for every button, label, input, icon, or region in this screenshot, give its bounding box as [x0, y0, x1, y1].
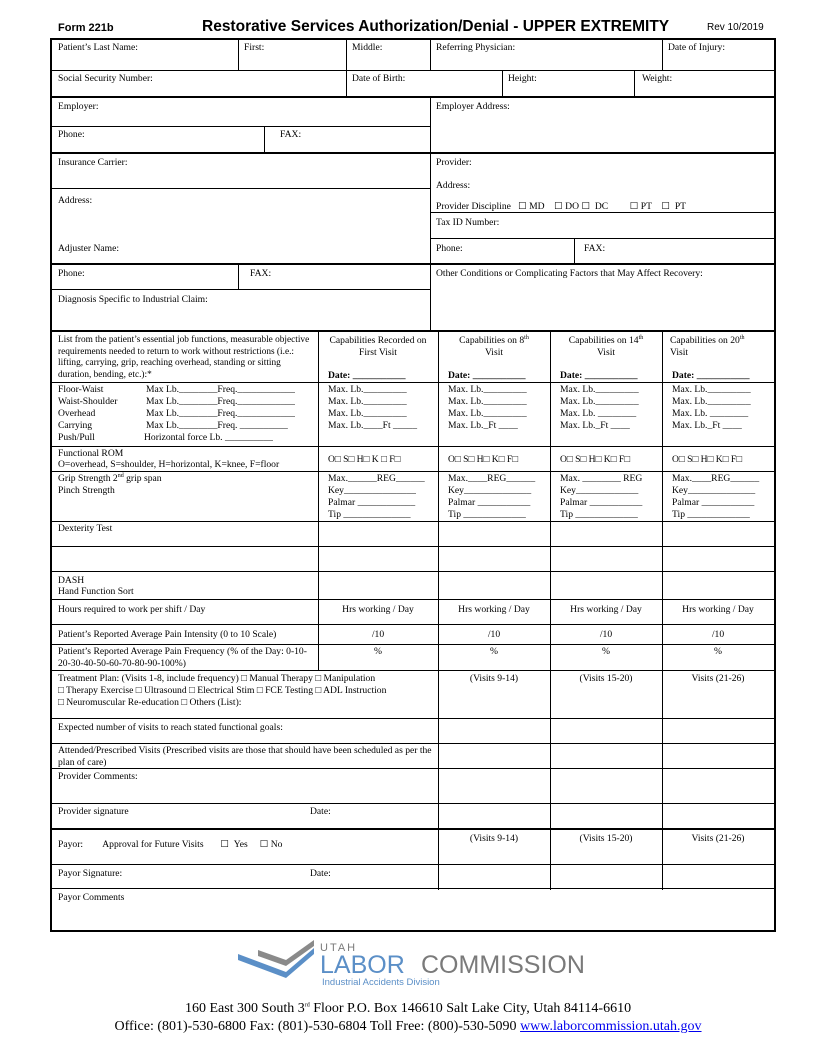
- grip-14-line: Tip _____________: [560, 509, 638, 520]
- rule: [52, 330, 774, 332]
- grip-title-sup: nd: [117, 472, 124, 479]
- treatment-plan-line: □ Therapy Exercise □ Ultrasound □ Electrical Stim □ FCE Testing □ ADL Instruction: [58, 685, 387, 696]
- pct-14: %: [602, 646, 610, 657]
- lift-row-spec: Max Lb.________Freq.____________: [146, 396, 295, 407]
- col-8-text: Capabilities on 8: [459, 335, 525, 346]
- payor-approval: [58, 839, 282, 851]
- provider-address-label: Address:: [436, 180, 471, 191]
- hrs-working-first: Hrs working / Day: [342, 604, 414, 615]
- job-functions-instructions: List from the patient’s essential job functions, measurable objective requirements needed to return to work without restrictions (i.e.: lifting, carrying, grip, reaching overhead, standing or sitting duration, bending, etc.):*: [58, 335, 310, 380]
- lift-row-spec: Horizontal force Lb. __________: [144, 432, 273, 443]
- insurance-carrier-label: Insurance Carrier:: [58, 157, 128, 168]
- provider-phone-label: Phone:: [436, 243, 463, 254]
- md-checkbox[interactable]: ☐: [518, 201, 527, 212]
- rule: [52, 521, 774, 522]
- provider-discipline: [436, 201, 686, 213]
- payor-signature-label: Payor Signature:: [58, 868, 123, 879]
- rule: [52, 446, 774, 447]
- payor-comments-label: Payor Comments: [58, 892, 125, 903]
- page-title: Restorative Services Authorization/Denial - UPPER EXTREMITY: [202, 18, 670, 35]
- grip-8-line: Palmar ___________: [448, 497, 531, 508]
- middle-name-label: Middle:: [352, 42, 383, 53]
- rule: [52, 546, 774, 547]
- pain-14: /10: [599, 629, 613, 640]
- payor-visits-15-20: (Visits 15-20): [579, 833, 633, 844]
- referring-physician-label: Referring Physician:: [436, 42, 516, 53]
- v8-lift-line: Max. Lb._________: [448, 408, 527, 419]
- lift-row-spec: Max Lb.________Freq. __________: [146, 420, 288, 431]
- grip-14-line: Max. ________ REG: [560, 473, 643, 484]
- rule: [574, 238, 575, 263]
- rule: [52, 718, 774, 719]
- grip-first-line: Tip ______________: [328, 509, 411, 520]
- pain-frequency-label: Patient’s Reported Average Pain Frequency (% of the Day: 0-10-20-30-40-50-60-70-80-90-100%): [58, 646, 307, 669]
- do-checkbox[interactable]: ☐: [554, 201, 563, 212]
- rule: [52, 263, 774, 265]
- dc-checkbox[interactable]: ☐: [581, 201, 591, 212]
- first-name-label: First:: [244, 42, 265, 53]
- date-of-injury-label: Date of Injury:: [668, 42, 726, 53]
- first-lift-line: Max. Lb._________: [328, 396, 407, 407]
- logo-utah: UTAH: [320, 942, 358, 954]
- v14-lift-line: Max. Lb._________: [560, 384, 639, 395]
- col-14-visit: Visit: [596, 347, 616, 358]
- rom-8-options[interactable]: O□ S□ H□ K□ F□: [448, 454, 519, 465]
- col-8-visit: Visit: [484, 347, 504, 358]
- col-8th-visit-header: [442, 335, 546, 359]
- v8-lift-line: Max. Lb._________: [448, 384, 527, 395]
- visits-15-20-label: (Visits 15-20): [579, 673, 633, 684]
- form-number: Form 221b: [58, 22, 114, 34]
- lift-row-name: Floor-Waist: [58, 384, 104, 395]
- logo-division: Industrial Accidents Division: [322, 977, 440, 988]
- grip-20-line: Palmar ___________: [672, 497, 755, 508]
- rule: [430, 40, 431, 70]
- rule: [52, 644, 774, 645]
- dash-label: DASH: [58, 575, 85, 586]
- labor-commission-logo: [236, 938, 596, 990]
- pct-20: %: [714, 646, 722, 657]
- insurance-fax-label: FAX:: [250, 268, 272, 279]
- pt-checkbox[interactable]: ☐: [629, 201, 639, 212]
- rule: [52, 803, 774, 804]
- address-text: 160 East 300 South 3: [184, 1001, 305, 1016]
- v14-lift-line: Max. Lb. ________: [560, 408, 637, 419]
- weight-label: Weight:: [642, 73, 673, 84]
- tax-id-label: Tax ID Number:: [436, 217, 500, 228]
- rule: [238, 40, 239, 70]
- approval-yes-label: Yes: [233, 839, 248, 850]
- date-20th-visit: Date: ___________: [672, 370, 750, 381]
- rule: [238, 263, 239, 289]
- logo-chevron-gray: [258, 940, 314, 966]
- hrs-working-8: Hrs working / Day: [458, 604, 530, 615]
- pct-8: %: [490, 646, 498, 657]
- provider-discipline-label: Provider Discipline: [436, 201, 511, 212]
- first-lift-line: Max. Lb.____Ft _____: [328, 420, 418, 431]
- address-line: [0, 1000, 816, 1018]
- v20-lift-line: Max. Lb._________: [672, 384, 751, 395]
- other-conditions-label: Other Conditions or Complicating Factors that May Affect Recovery:: [436, 268, 703, 279]
- dc-option-label: DC: [594, 201, 609, 212]
- payor-visits-21-26: Visits (21-26): [691, 833, 745, 844]
- first-lift-line: Max. Lb._________: [328, 408, 407, 419]
- employer-label: Employer:: [58, 101, 99, 112]
- col-first-visit-header: Capabilities Recorded on First Visit: [329, 335, 427, 358]
- height-label: Height:: [508, 73, 537, 84]
- col-14-text: Capabilities on 14: [568, 335, 639, 346]
- diagnosis-label: Diagnosis Specific to Industrial Claim:: [58, 294, 208, 305]
- grip-first-line: Key_______________: [328, 485, 416, 496]
- visits-21-26-label: Visits (21-26): [691, 673, 745, 684]
- grip-14-line: Key_____________: [560, 485, 639, 496]
- rule: [52, 743, 774, 744]
- v20-lift-line: Max. Lb. ________: [672, 408, 749, 419]
- rule: [52, 888, 774, 889]
- date-14th-visit: Date: ___________: [560, 370, 638, 381]
- address-sup: rd: [304, 1002, 310, 1009]
- expected-visits-label: Expected number of visits to reach stated functional goals:: [58, 722, 283, 733]
- lift-row-name: Waist-Shoulder: [58, 396, 118, 407]
- provider-signature-date-label: Date:: [310, 806, 331, 817]
- grip-20-line: Key______________: [672, 485, 756, 496]
- date-8th-visit: Date: ___________: [448, 370, 526, 381]
- rule: [264, 126, 265, 152]
- pain-20: /10: [711, 629, 725, 640]
- attended-visits-label: Attended/Prescribed Visits (Prescribed visits are those that should have been scheduled as per the plan of care): [58, 745, 432, 768]
- payor-label: Payor:: [58, 839, 84, 850]
- rom-title: Functional ROM: [58, 448, 124, 459]
- approval-label: Approval for Future Visits: [102, 839, 204, 850]
- pct-first: %: [374, 646, 382, 657]
- rom-14-options[interactable]: O□ S□ H□ K□ F□: [560, 454, 631, 465]
- do-option-label: DO: [565, 201, 580, 212]
- treatment-plan-line: Treatment Plan: (Visits 1-8, include frequency) □ Manual Therapy □ Manipulation: [58, 673, 376, 684]
- pain-8: /10: [487, 629, 501, 640]
- last-name-label: Patient’s Last Name:: [58, 42, 138, 53]
- rule: [52, 289, 430, 290]
- provider-signature-label: Provider signature: [58, 806, 129, 817]
- contact-line: [0, 1018, 816, 1036]
- logo-labor: LABOR: [320, 951, 405, 979]
- hrs-working-20: Hrs working / Day: [682, 604, 754, 615]
- employer-phone-label: Phone:: [58, 129, 85, 140]
- rule: [318, 330, 319, 670]
- rule: [662, 40, 663, 70]
- grip-title-text: Grip Strength 2: [58, 473, 118, 484]
- col-14-sup: th: [638, 334, 644, 341]
- insurance-phone-label: Phone:: [58, 268, 85, 279]
- employer-fax-label: FAX:: [280, 129, 302, 140]
- treatment-plan-line: □ Neuromuscular Re-education □ Others (List):: [58, 697, 242, 708]
- grip-first-line: Max.______REG______: [328, 473, 425, 484]
- pt-option-label: PT: [640, 201, 652, 212]
- lift-row-name: Overhead: [58, 408, 96, 419]
- lift-row-spec: Max Lb.________Freq.____________: [146, 408, 295, 419]
- grip-8-line: Key______________: [448, 485, 532, 496]
- ssn-label: Social Security Number:: [58, 73, 153, 84]
- website-link[interactable]: www.laborcommission.utah.gov: [520, 1019, 702, 1034]
- grip-8-line: Max.____REG______: [448, 473, 536, 484]
- first-lift-line: Max. Lb._________: [328, 384, 407, 395]
- rule: [52, 70, 774, 71]
- provider-comments-label: Provider Comments:: [58, 771, 138, 782]
- rule: [52, 571, 774, 572]
- grip-20-line: Max.____REG______: [672, 473, 760, 484]
- pt2-option-label: PT: [674, 201, 687, 212]
- dob-label: Date of Birth:: [352, 73, 406, 84]
- rule: [430, 238, 774, 239]
- rule: [52, 864, 774, 865]
- footer-address: [0, 1000, 816, 1036]
- employer-address-label: Employer Address:: [436, 101, 510, 112]
- provider-label: Provider:: [436, 157, 472, 168]
- grip-14-line: Palmar ___________: [560, 497, 643, 508]
- approval-yes-checkbox[interactable]: ☐: [220, 839, 229, 850]
- col-14th-visit-header: [554, 335, 658, 359]
- rule: [52, 96, 774, 98]
- pt2-checkbox[interactable]: ☐: [661, 201, 671, 212]
- rule: [52, 152, 774, 154]
- hrs-working-14: Hrs working / Day: [570, 604, 642, 615]
- logo-commission: COMMISSION: [421, 951, 585, 979]
- lift-row-name: Carrying: [58, 420, 93, 431]
- lift-row-spec: Max Lb.________Freq.____________: [146, 384, 295, 395]
- col-20-text: Capabilities on 20: [670, 335, 740, 346]
- rule: [52, 188, 430, 189]
- rule: [52, 624, 774, 625]
- rom-legend: O=overhead, S=shoulder, H=horizontal, K=knee, F=floor: [58, 459, 280, 470]
- rule: [430, 96, 431, 330]
- col-20th-visit-header: [670, 335, 774, 359]
- v20-lift-line: Max. Lb._Ft ____: [672, 420, 742, 431]
- contact-numbers: Office: (801)-530-6800 Fax: (801)-530-6804 Toll Free: (800)-530-5090: [114, 1019, 521, 1034]
- v14-lift-line: Max. Lb._Ft ____: [560, 420, 630, 431]
- rule: [52, 828, 774, 830]
- hours-required-label: Hours required to work per shift / Day: [58, 604, 206, 615]
- rule: [52, 382, 774, 383]
- provider-fax-label: FAX:: [584, 243, 606, 254]
- rule: [52, 599, 774, 600]
- v14-lift-line: Max. Lb._________: [560, 396, 639, 407]
- v8-lift-line: Max. Lb._Ft ____: [448, 420, 518, 431]
- grip-20-line: Tip _____________: [672, 509, 750, 520]
- pain-first: /10: [371, 629, 385, 640]
- pinch-title: Pinch Strength: [58, 485, 115, 496]
- v20-lift-line: Max. Lb._________: [672, 396, 751, 407]
- hand-function-sort-label: Hand Function Sort: [58, 586, 134, 597]
- grip-title: [58, 473, 162, 485]
- revision-date: Rev 10/2019: [707, 22, 764, 33]
- v8-lift-line: Max. Lb._________: [448, 396, 527, 407]
- adjuster-name-label: Adjuster Name:: [58, 243, 120, 254]
- rom-20-options[interactable]: O□ S□ H□ K□ F□: [672, 454, 743, 465]
- rule: [502, 70, 503, 96]
- dexterity-test-label: Dexterity Test: [58, 523, 113, 534]
- pain-intensity-label: Patient’s Reported Average Pain Intensity (0 to 10 Scale): [58, 629, 277, 640]
- grip-8-line: Tip _____________: [448, 509, 526, 520]
- rule: [634, 70, 635, 96]
- col-20-visit: Visit: [670, 347, 689, 358]
- date-first-visit: Date: ___________: [328, 370, 406, 381]
- rule: [52, 670, 774, 671]
- lift-row-name: Push/Pull: [58, 432, 95, 443]
- payor-signature-date-label: Date:: [310, 868, 331, 879]
- form-grid: [50, 38, 776, 932]
- col-20-sup: th: [739, 334, 745, 341]
- address-post: Floor P.O. Box 146610 Salt Lake City, Utah 84114-6610: [309, 1001, 632, 1016]
- grip-title-post: grip span: [123, 473, 162, 484]
- insurance-address-label: Address:: [58, 195, 93, 206]
- col-8-sup: th: [524, 334, 529, 341]
- rule: [52, 126, 430, 127]
- rule: [346, 40, 347, 96]
- approval-no-checkbox[interactable]: ☐: [259, 839, 269, 850]
- md-option-label: MD: [529, 201, 545, 212]
- grip-first-line: Palmar ____________: [328, 497, 416, 508]
- rule: [52, 471, 774, 472]
- visits-9-14-label: (Visits 9-14): [469, 673, 519, 684]
- approval-no-label: No: [270, 839, 283, 850]
- payor-visits-9-14: (Visits 9-14): [469, 833, 519, 844]
- rom-first-options[interactable]: O□ S□ H□ K □ F□: [328, 454, 401, 465]
